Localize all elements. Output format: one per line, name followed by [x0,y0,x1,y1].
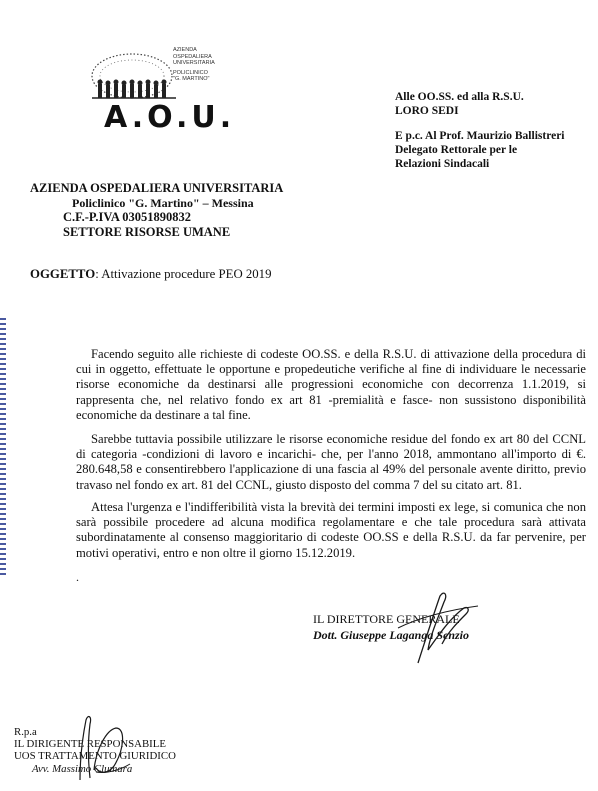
rpa-label: R.p.a [14,726,37,738]
rpa-name: Avv. Massimo Clumara [32,763,133,775]
recipient-line-2: LORO SEDI [395,105,459,117]
sender-hospital: Policlinico "G. Martino" – Messina [72,196,254,210]
cc-line-1: E p.c. Al Prof. Maurizio Ballistreri [395,130,565,142]
sender-tax-id: C.F.-P.IVA 03051890832 [63,210,192,224]
rpa-line-1: IL DIRIGENTE RESPONSABILE [14,738,166,750]
margin-stamp-strip [0,318,6,576]
cc-line-3: Relazioni Sindacali [395,158,490,170]
handwritten-signature-director [378,588,488,668]
subject-line [30,267,271,282]
cc-line-2: Delegato Rettorale per le [395,144,518,156]
rpa-line-2: UOS TRATTAMENTO GIURIDICO [14,750,176,762]
body-paragraph-3: Attesa l'urgenza e l'indifferibilità vista la brevità dei termini imposti ex lege, si comunica che non sarà possibile procedere ad alcuna modifica regolamentare e che tale procedura sarà attivata subordinatamente al consenso maggioritario di codeste OO.SS e della R.S.U. da far pervenire, per motivi operativi, entro e non oltre il giorno 15.12.2019. [76,500,586,560]
subject-label: OGGETTO [30,267,96,281]
logo-letters: A.O.U. [104,100,236,135]
recipient-line-1: Alle OO.SS. ed alla R.S.U. [395,91,524,103]
body-trailing-dot: . [76,570,79,584]
sender-sector: SETTORE RISORSE UMANE [63,225,231,239]
sender-name: AZIENDA OSPEDALIERA UNIVERSITARIA [30,181,284,195]
logo-caption: AZIENDA OSPEDALIERA UNIVERSITARIA POLICLINICO "G. MARTINO" [173,47,215,82]
subject-text: : Attivazione procedure PEO 2019 [95,267,272,281]
signature-title: IL DIRETTORE GENERALE [313,612,460,626]
signature-name: Dott. Giuseppe Laganga Senzio [313,628,470,642]
handwritten-signature-rpa [66,710,136,785]
body-paragraph-1: Facendo seguito alle richieste di codeste OO.SS. e della R.S.U. di attivazione della procedura di cui in oggetto, effettuate le opportune e propedeutiche verifiche al fine di individuare le necessarie risorse economiche da destinarsi alle progressioni economiche con decorrenza 1.1.2019, si rappresenta che, nel relativo fondo ex art 81 -premialità e fasce- non sussistono disponibilità economiche da destinare a tal fine. [76,347,586,422]
body-paragraph-2: Sarebbe tuttavia possibile utilizzare le risorse economiche residue del fondo ex art 80 del CCNL di categoria -condizioni di lavoro e incarichi- che, per l'anno 2018, ammontano all'importo di €. 280.648,58 e consentirebbero l'applicazione di una fascia al 49% del personale avente diritto, previo travaso nel fondo ex art. 81 del CCNL, giusto disposto del comma 7 del su citato art. 81. [76,432,586,492]
